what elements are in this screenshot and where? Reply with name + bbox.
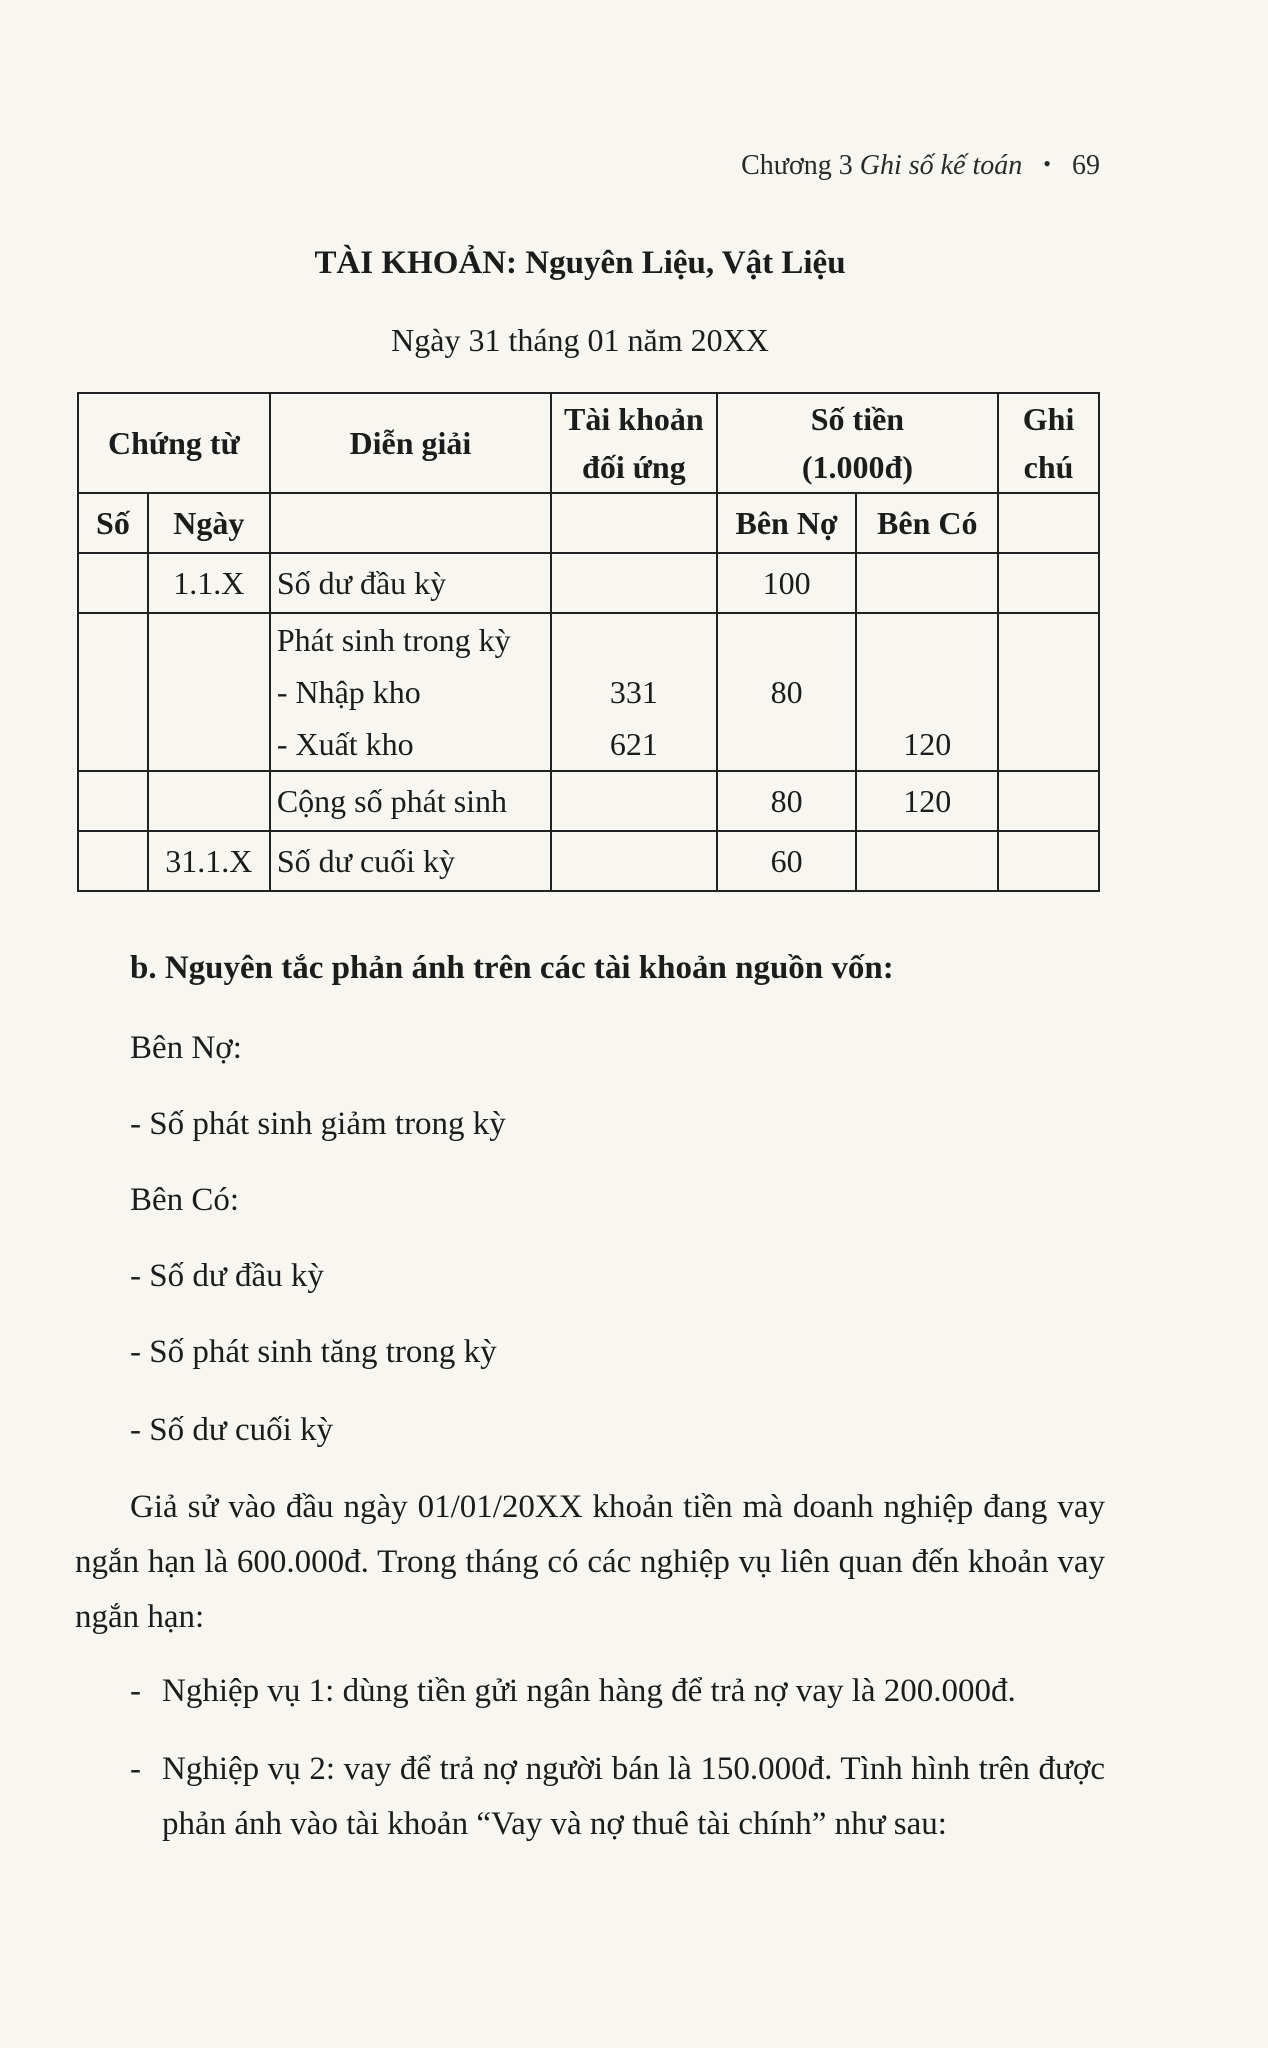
credit-label: Bên Có:	[130, 1182, 240, 1218]
header-account-line2: đối ứng	[582, 449, 686, 485]
date-line: Ngày 31 tháng 01 năm 20XX	[391, 322, 769, 358]
empty-cell	[551, 493, 717, 553]
empty-cell	[551, 553, 717, 613]
header-amount-line2: (1.000đ)	[801, 449, 913, 485]
credit-item: - Số dư cuối kỳ	[130, 1412, 334, 1448]
table-row-movement	[78, 613, 1099, 771]
header-date: Ngày	[148, 493, 270, 553]
header-bullet: •	[1043, 151, 1051, 176]
empty-cell	[998, 771, 1099, 831]
transaction-text: Nghiệp vụ 2: vay để trả nợ người bán là 150.000đ. Tình hình trên được phản ánh vào tài khoản “Vay và nợ thuê tài chính” như sau:	[162, 1751, 1105, 1842]
body-paragraph	[75, 1480, 1105, 1645]
transaction-item	[130, 1664, 1105, 1719]
cell-date: 1.1.X	[148, 553, 270, 613]
debit-label: Bên Nợ:	[130, 1030, 242, 1066]
empty-cell	[78, 613, 148, 771]
section-heading: b. Nguyên tắc phản ánh trên các tài khoản nguồn vốn:	[130, 950, 894, 986]
header-amount	[717, 393, 998, 493]
header-account	[551, 393, 717, 493]
page-number: 69	[1072, 150, 1100, 181]
debit-value	[724, 718, 850, 770]
cell-debit: 80	[717, 771, 857, 831]
cell-credit	[856, 613, 998, 771]
movement-line: Phát sinh trong kỳ	[276, 622, 511, 658]
list-dash: -	[130, 1751, 141, 1787]
empty-cell	[998, 613, 1099, 771]
debit-value: 80	[770, 674, 803, 710]
transaction-item	[130, 1742, 1105, 1852]
header-description: Diễn giải	[270, 393, 551, 493]
header-debit: Bên Nợ	[717, 493, 857, 553]
credit-value: 120	[903, 726, 952, 762]
account-title: TÀI KHOẢN: Nguyên Liệu, Vật Liệu	[314, 245, 846, 281]
list-dash: -	[130, 1673, 141, 1709]
cell-description: Số dư cuối kỳ	[270, 831, 551, 891]
header-row-2	[78, 493, 1099, 553]
account-value	[558, 614, 710, 666]
paragraph-text: Giả sử vào đầu ngày 01/01/20XX khoản tiền mà doanh nghiệp đang vay ngắn hạn là 600.000đ. Trong tháng có các nghiệp vụ liên quan đến khoản vay ngắn hạn:	[75, 1489, 1105, 1635]
transaction-text: Nghiệp vụ 1: dùng tiền gửi ngân hàng để trả nợ vay là 200.000đ.	[162, 1673, 1016, 1709]
account-value: 331	[609, 674, 658, 710]
header-row-1	[78, 393, 1099, 493]
movement-line: - Xuất kho	[276, 726, 414, 762]
account-value: 621	[609, 726, 658, 762]
header-account-line1: Tài khoản	[564, 401, 704, 437]
table-row-opening	[78, 553, 1099, 613]
ledger-table	[77, 392, 1100, 892]
empty-cell	[998, 553, 1099, 613]
credit-value	[863, 666, 991, 718]
chapter-title: Ghi số kế toán	[859, 150, 1023, 181]
cell-description: Số dư đầu kỳ	[270, 553, 551, 613]
empty-cell	[856, 831, 998, 891]
empty-cell	[148, 771, 270, 831]
credit-item: - Số phát sinh tăng trong kỳ	[130, 1334, 497, 1370]
header-amount-line1: Số tiền	[810, 401, 905, 437]
header-note-line2: chú	[1023, 449, 1074, 485]
empty-cell	[551, 831, 717, 891]
empty-cell	[78, 771, 148, 831]
cell-credit: 120	[856, 771, 998, 831]
cell-description: Cộng số phát sinh	[270, 771, 551, 831]
empty-cell	[998, 831, 1099, 891]
empty-cell	[78, 553, 148, 613]
chapter-label: Chương 3	[741, 150, 853, 181]
header-voucher: Chứng từ	[78, 393, 270, 493]
debit-value	[724, 614, 850, 666]
empty-cell	[551, 771, 717, 831]
header-note-line1: Ghi	[1022, 401, 1075, 437]
credit-item: - Số dư đầu kỳ	[130, 1258, 324, 1294]
cell-date: 31.1.X	[148, 831, 270, 891]
cell-debit: 100	[717, 553, 857, 613]
running-header	[741, 150, 1100, 182]
table-row-closing	[78, 831, 1099, 891]
empty-cell	[856, 553, 998, 613]
table-row-total	[78, 771, 1099, 831]
credit-value	[863, 614, 991, 666]
cell-debit	[717, 613, 857, 771]
empty-cell	[78, 831, 148, 891]
empty-cell	[148, 613, 270, 771]
header-note	[998, 393, 1099, 493]
header-credit: Bên Có	[856, 493, 998, 553]
empty-cell	[998, 493, 1099, 553]
cell-debit: 60	[717, 831, 857, 891]
cell-account	[551, 613, 717, 771]
movement-line: - Nhập kho	[276, 674, 421, 710]
debit-item: - Số phát sinh giảm trong kỳ	[130, 1106, 506, 1142]
cell-description	[270, 613, 551, 771]
empty-cell	[270, 493, 551, 553]
header-number: Số	[78, 493, 148, 553]
